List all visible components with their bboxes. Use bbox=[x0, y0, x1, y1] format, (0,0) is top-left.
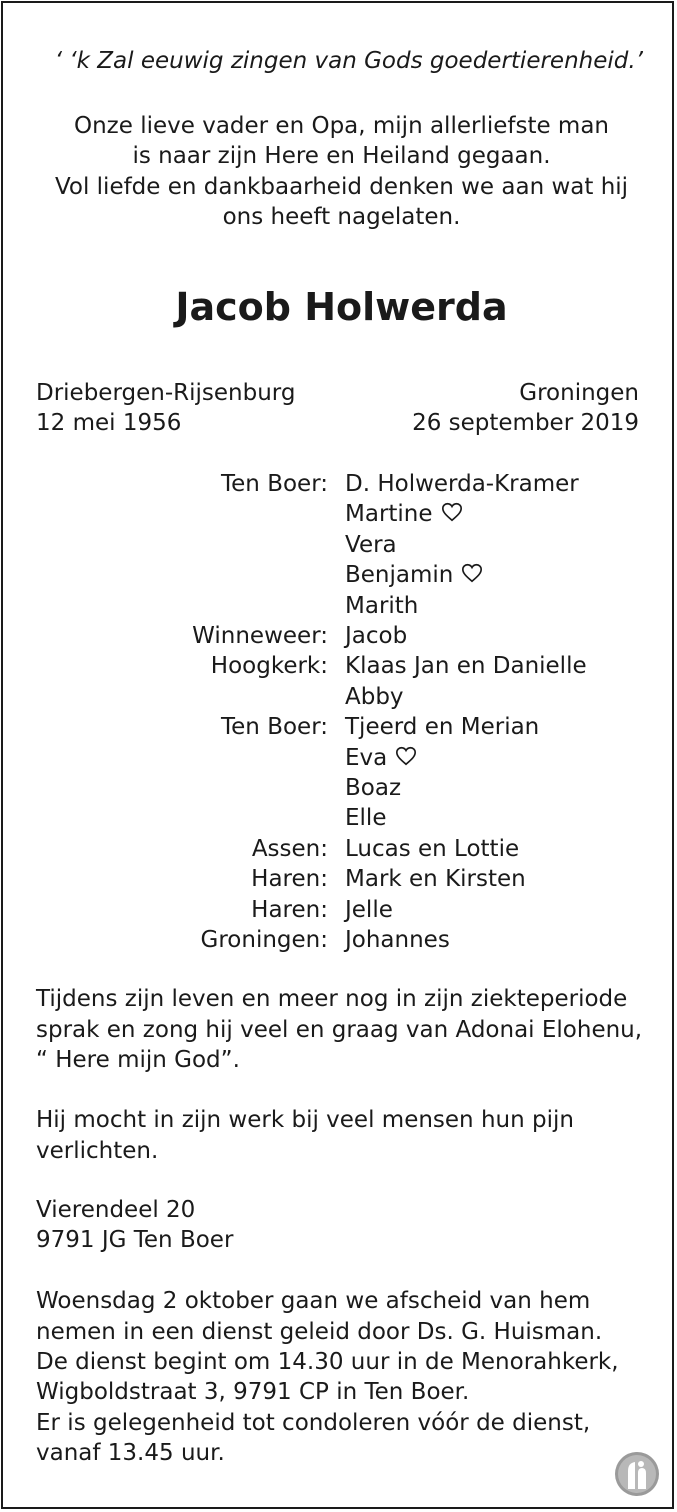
heart-icon bbox=[461, 562, 483, 584]
paragraph1-line-1: Tijdens zijn leven en meer nog in zijn ziekteperiode bbox=[36, 986, 628, 1012]
relative-name bbox=[345, 834, 519, 864]
relative-name-text: Tjeerd en Merian bbox=[345, 714, 540, 740]
relative-place: Ten Boer: bbox=[221, 471, 328, 497]
relative-name bbox=[345, 591, 418, 621]
intro-line-2: is naar zijn Here en Heiland gegaan. bbox=[132, 143, 551, 169]
relative-place: Haren: bbox=[251, 897, 328, 923]
service-line-5: Er is gelegenheid tot condoleren vóór de dienst, bbox=[36, 1410, 591, 1436]
relative-name bbox=[345, 925, 450, 955]
relative-name-text: Johannes bbox=[345, 927, 450, 953]
relative-name-text: Abby bbox=[345, 684, 404, 710]
relative-name-text: Jacob bbox=[345, 623, 408, 649]
relative-place: Assen: bbox=[251, 836, 328, 862]
relative-name bbox=[345, 803, 386, 833]
relative-name bbox=[345, 651, 587, 681]
relative-name-text: Martine bbox=[345, 501, 433, 527]
birth-date: 12 mei 1956 bbox=[36, 410, 182, 436]
death-place: Groningen bbox=[519, 380, 639, 406]
paragraph2-line-2: verlichten. bbox=[36, 1138, 159, 1164]
relative-name bbox=[345, 560, 483, 590]
relative-name bbox=[345, 864, 526, 894]
obituary-card bbox=[1, 1, 674, 1509]
service-line-2: nemen in een dienst geleid door Ds. G. Huisman. bbox=[36, 1319, 603, 1345]
relative-name-text: Mark en Kirsten bbox=[345, 866, 526, 892]
relative-name bbox=[345, 469, 579, 499]
heart-icon bbox=[395, 745, 417, 767]
relative-name bbox=[345, 530, 397, 560]
paragraph1-line-2: sprak en zong hij veel en graag van Adonai Elohenu, bbox=[36, 1017, 643, 1043]
relative-name-text: Benjamin bbox=[345, 562, 454, 588]
intro-line-3: Vol liefde en dankbaarheid denken we aan wat hij bbox=[54, 174, 629, 200]
relative-name bbox=[345, 743, 417, 773]
relative-name-text: Marith bbox=[345, 593, 419, 619]
birth-place: Driebergen-Rijsenburg bbox=[36, 380, 296, 406]
service-line-1: Woensdag 2 oktober gaan we afscheid van hem bbox=[36, 1288, 591, 1314]
memorial-logo-icon bbox=[614, 1451, 660, 1497]
deceased-name: Jacob Holwerda bbox=[175, 285, 508, 329]
relative-name-text: Jelle bbox=[345, 897, 393, 923]
relative-name bbox=[345, 712, 539, 742]
service-line-4: Wigboldstraat 3, 9791 CP in Ten Boer. bbox=[36, 1379, 470, 1405]
address-line-2: 9791 JG Ten Boer bbox=[36, 1227, 234, 1253]
relative-name bbox=[345, 621, 407, 651]
service-line-3: De dienst begint om 14.30 uur in de Menorahkerk, bbox=[36, 1349, 619, 1375]
address-line-1: Vierendeel 20 bbox=[36, 1197, 196, 1223]
intro-line-1: Onze lieve vader en Opa, mijn allerliefste man bbox=[73, 113, 610, 139]
relative-place: Hoogkerk: bbox=[210, 653, 328, 679]
paragraph1-line-3: “ Here mijn God”. bbox=[36, 1047, 240, 1073]
relative-name bbox=[345, 895, 393, 925]
relative-name bbox=[345, 773, 401, 803]
relative-name-text: Lucas en Lottie bbox=[345, 836, 520, 862]
relative-place: Haren: bbox=[251, 866, 328, 892]
relative-name-text: Eva bbox=[345, 745, 388, 771]
relative-name-text: Klaas Jan en Danielle bbox=[345, 653, 587, 679]
relative-place: Ten Boer: bbox=[221, 714, 328, 740]
intro-line-4: ons heeft nagelaten. bbox=[222, 204, 461, 230]
service-line-6: vanaf 13.45 uur. bbox=[36, 1440, 225, 1466]
relative-name-text: Vera bbox=[345, 532, 397, 558]
relative-name-text: Boaz bbox=[345, 775, 402, 801]
relative-place: Groningen: bbox=[200, 927, 328, 953]
relative-name-text: Elle bbox=[345, 805, 387, 831]
paragraph2-line-1: Hij mocht in zijn werk bij veel mensen hun pijn bbox=[36, 1107, 574, 1133]
relative-name bbox=[345, 682, 404, 712]
relative-name-text: D. Holwerda-Kramer bbox=[345, 471, 579, 497]
death-date: 26 september 2019 bbox=[412, 410, 639, 436]
heart-icon bbox=[441, 501, 463, 523]
relative-place: Winneweer: bbox=[192, 623, 328, 649]
motto: ‘ ‘k Zal eeuwig zingen van Gods goedertierenheid.’ bbox=[54, 48, 643, 74]
relative-name bbox=[345, 499, 463, 529]
